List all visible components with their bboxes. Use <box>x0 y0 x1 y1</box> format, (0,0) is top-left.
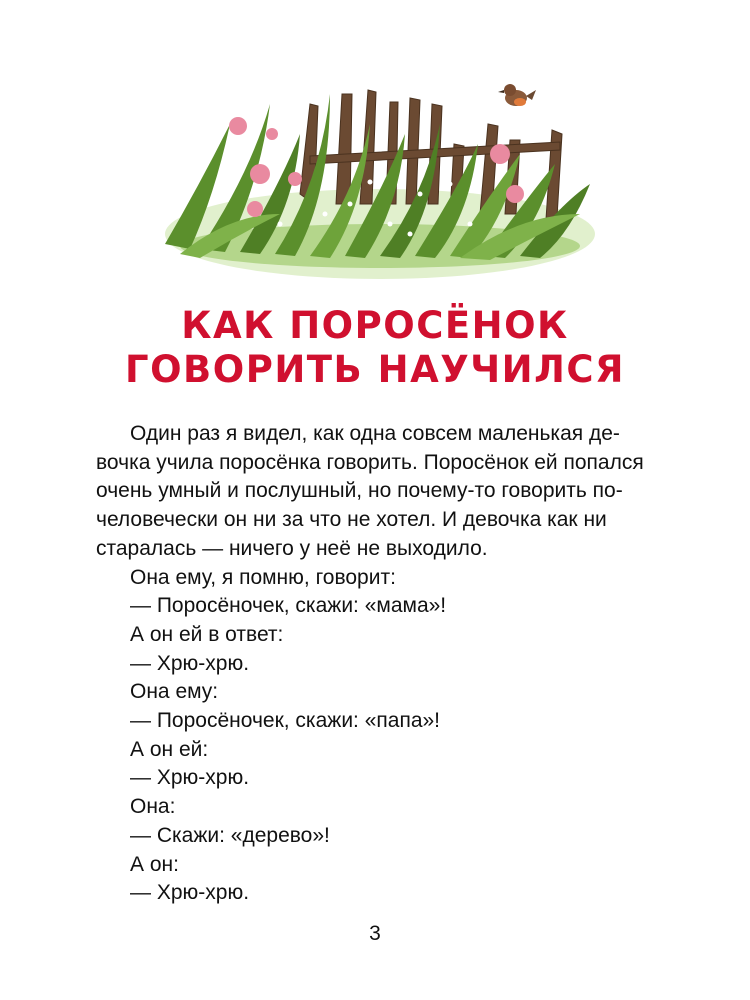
dialogue-line: Она ему, я помню, говорит: <box>130 565 396 589</box>
dialogue-line: Она: <box>130 795 176 819</box>
paragraph-line: очень умный и послушный, но почему-то говорить по- <box>96 479 623 503</box>
paragraph-line: старалась — ничего у неё не выходило. <box>96 536 488 560</box>
paragraph-line: человечески он ни за что не хотел. И девочка как ни <box>96 508 607 532</box>
dialogue-line: — Поросёночек, скажи: «папа»! <box>130 709 441 733</box>
paragraph-line: Один раз я видел, как одна совсем маленькая де- <box>130 422 620 445</box>
dialogue-line: — Скажи: «дерево»! <box>130 823 330 847</box>
dialogue-line: Она ему: <box>130 680 219 704</box>
page-number: 3 <box>369 922 381 945</box>
fence-grass-illustration <box>160 64 600 284</box>
bird <box>498 84 536 106</box>
dialogue-line: — Хрю-хрю. <box>130 881 250 905</box>
grass <box>165 94 590 260</box>
dialogue-line: А он: <box>130 852 179 876</box>
title-line-2: ГОВОРИТЬ НАУЧИЛСЯ <box>125 348 625 391</box>
dialogue-line: А он ей в ответ: <box>130 622 284 646</box>
dialogue-line: — Поросёночек, скажи: «мама»! <box>130 594 447 618</box>
page-title <box>0 304 750 392</box>
dialogue-line: — Хрю-хрю. <box>130 651 250 675</box>
story-text <box>96 420 666 908</box>
dialogue-line: — Хрю-хрю. <box>130 766 250 790</box>
paragraph-line: вочка учила поросёнка говорить. Поросёнок ей попался <box>96 450 644 474</box>
title-line-1: КАК ПОРОСЁНОК <box>181 304 569 347</box>
dialogue-line: А он ей: <box>130 737 209 761</box>
